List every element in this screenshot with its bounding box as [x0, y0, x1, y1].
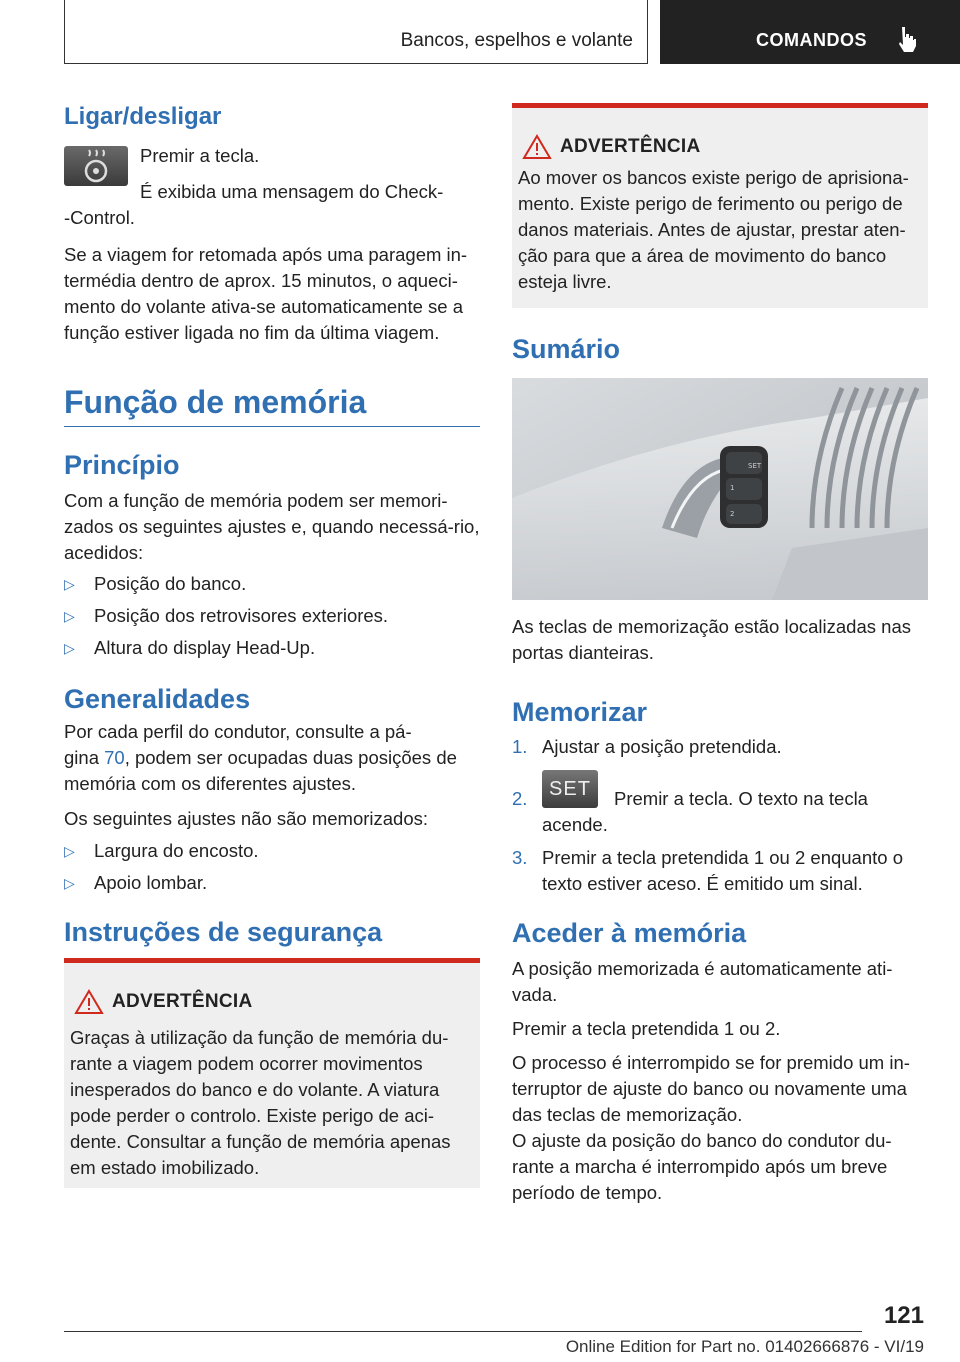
warning-box	[64, 958, 480, 1188]
heading-safety: Instruções de segurança	[64, 917, 383, 947]
footer-edition: Online Edition for Part no. 01402666876 - VI/19	[565, 1337, 924, 1356]
onoff-text-2b: -Control.	[64, 207, 135, 228]
triangle-bullet-icon: ▷	[64, 576, 75, 592]
access-text-2: Premir a tecla pretendida 1 ou 2.	[512, 1018, 781, 1039]
heading-memory-function: Função de memória	[64, 384, 367, 420]
heading-on-off: Ligar/desligar	[64, 103, 222, 130]
triangle-bullet-icon: ▷	[64, 608, 75, 624]
heading-rule	[64, 426, 480, 427]
warning-box	[512, 103, 928, 308]
general-text-2: Os seguintes ajustes não são memorizados:	[64, 808, 429, 829]
page-link[interactable]: 70	[104, 747, 125, 768]
warning-title: ADVERTÊNCIA	[560, 136, 701, 157]
header-chapter-tab	[660, 0, 960, 64]
onoff-text-3: Se a viagem for retomada após uma paragem in-termédia dentro de aprox. 15 minutos, o aqueci-mento do volante ativa-se automaticamente se a função estiver ligada no fim da última viagem.	[64, 244, 468, 343]
warning-triangle-icon	[522, 134, 552, 160]
warning-title: ADVERTÊNCIA	[112, 991, 253, 1012]
access-text-3: O processo é interrompido se for premido um in-terruptor de ajuste do banco ou novamente uma das teclas de memorização.	[512, 1052, 910, 1125]
page-number: 121	[883, 1302, 924, 1329]
triangle-bullet-icon: ▷	[64, 875, 75, 891]
triangle-bullet-icon: ▷	[64, 640, 75, 656]
access-text-1: A posição memorizada é automaticamente ati-vada.	[512, 958, 893, 1005]
heading-principle: Princípio	[64, 450, 180, 480]
memory-buttons-photo	[512, 378, 928, 600]
heading-summary: Sumário	[512, 334, 621, 364]
page-header	[0, 0, 960, 66]
warning-triangle-icon	[74, 989, 104, 1015]
svg-text:SET: SET	[748, 462, 762, 470]
header-section-title: Bancos, espelhos e volante	[400, 30, 633, 51]
steering-heat-button-icon	[64, 146, 128, 186]
general-text-1a: Por cada perfil do condutor, consulte a pá-	[64, 721, 412, 742]
hand-pointer-icon	[896, 26, 916, 52]
heading-store: Memorizar	[512, 697, 648, 727]
general-text-1d: memória com os diferentes ajustes.	[64, 773, 357, 794]
svg-text:2: 2	[730, 510, 735, 518]
header-chapter-label: COMANDOS	[756, 30, 867, 50]
principle-text: Com a função de memória podem ser memori-zados os seguintes ajustes e, quando necessá-rio, acedidos:	[64, 490, 480, 563]
photo-caption: As teclas de memorização estão localizadas nas portas dianteiras.	[512, 616, 911, 663]
onoff-text-2a: É exibida uma mensagem do Check-	[140, 181, 444, 202]
svg-text:1: 1	[730, 484, 735, 492]
list-item: 2. SET Premir a tecla. O texto na tecla acende.	[512, 786, 928, 838]
header-section-box	[64, 0, 648, 64]
set-button-icon: SET	[542, 770, 598, 808]
triangle-bullet-icon: ▷	[64, 843, 75, 859]
heading-general: Generalidades	[64, 684, 251, 714]
warning-text: Ao mover os bancos existe perigo de aprisiona-mento. Existe perigo de ferimento ou perigo de danos materiais. Antes de ajustar, prestar aten-ção para que a área de movimento do banco esteja livre.	[518, 167, 909, 292]
store-step-2-text-line2: acende.	[542, 814, 608, 835]
footer-rule	[64, 1331, 862, 1332]
warning-text: Graças à utilização da função de memória du-rante a viagem podem ocorrer movimentos inesperados do banco e do volante. A viatura pode perder o controlo. Existe perigo de aci-dente. Consultar a função de memória apenas em estado imobilizado.	[70, 1027, 451, 1178]
heading-access-memory: Aceder à memória	[512, 918, 747, 948]
access-text-4: O ajuste da posição do banco do condutor du-rante a marcha é interrompido após um breve período de tempo.	[512, 1130, 892, 1203]
onoff-text-1: Premir a tecla.	[140, 145, 260, 166]
store-step-2-text-line1: Premir a tecla. O texto na tecla	[614, 788, 868, 809]
general-text-1b: gina 70, podem ser ocupadas duas posições de	[64, 747, 457, 768]
